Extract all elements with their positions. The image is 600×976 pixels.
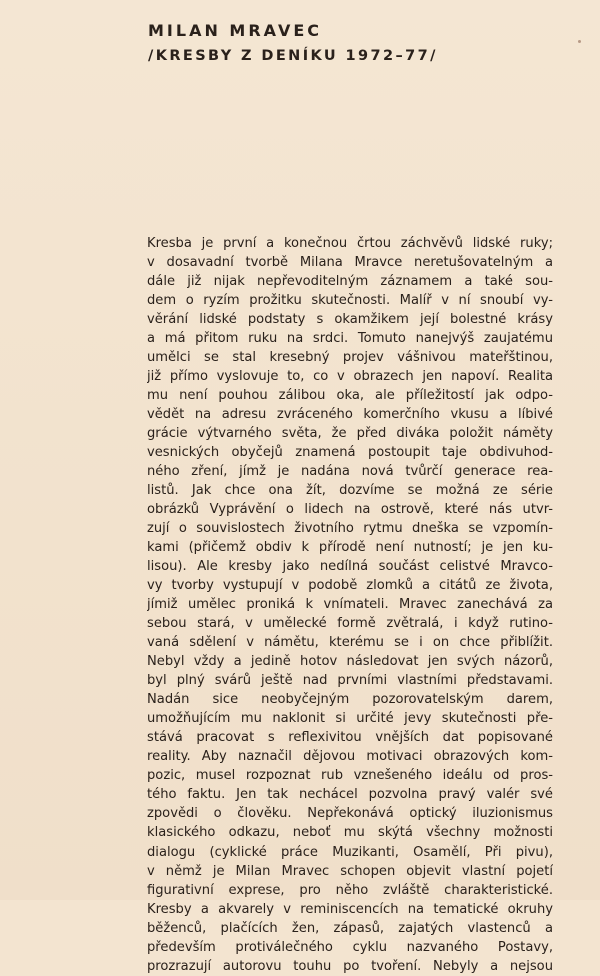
text-line: tého faktu. Jen tak nechácel pozvolna pravý valér své bbox=[147, 787, 553, 803]
text-line: vesnických obyčejů znamená postoupit taje obdivuhod- bbox=[147, 445, 553, 461]
text-line: mu není pouhou zálibou oka, ale příležitostí jak odpo- bbox=[147, 388, 553, 404]
text-line: lisou). Ale kresby jako nedílná součást celistvé Mravco- bbox=[147, 559, 553, 575]
text-line: především protiválečného cyklu nazvaného Postavy, bbox=[147, 939, 553, 955]
text-line: a má přitom ruku na srdci. Tomuto nanejvýš zaujatému bbox=[147, 331, 553, 347]
text-line: obrázků Vyprávění o lidech na ostrově, které nás utvr- bbox=[147, 502, 553, 518]
text-line: prozrazují autorovu touhu po tvoření. Nebyly a nejsou bbox=[147, 958, 553, 974]
text-line: listů. Jak chce ona žít, dozvíme se možná ze série bbox=[147, 483, 553, 499]
text-line: jímiž umělec proniká k vnímateli. Mravec zanechává za bbox=[147, 597, 553, 613]
text-line: již přímo vyslovuje to, co v obrazech jen napoví. Realita bbox=[147, 369, 553, 385]
text-line: vaná sdělení v námětu, kterému se i on chce přiblížit. bbox=[147, 635, 553, 651]
text-line: figurativní exprese, pro něho zvláště charakteristické. bbox=[147, 882, 553, 898]
text-line: dem o ryzím prožitku skutečnosti. Malíř v ní snoubí vy- bbox=[147, 293, 553, 309]
text-line: kami (přičemž obdiv k přírodě není nutností; je jen ku- bbox=[147, 540, 553, 556]
text-line: dále již nijak nepřevoditelným záznamem a také sou- bbox=[147, 274, 553, 290]
text-line: umožňujícím mu naklonit si určité jevy skutečnosti pře- bbox=[147, 711, 553, 727]
text-line: věrání lidské podstaty s okamžikem její bolestné krásy bbox=[147, 312, 553, 328]
text-line: stává pracovat s reflexivitou vnějších dat popisované bbox=[147, 730, 553, 746]
text-line: ného zření, jímž je nadána nová tvůrčí generace rea- bbox=[147, 464, 553, 480]
text-line: Nebyl vždy a jedině hotov následovat jen svých názorů, bbox=[147, 654, 553, 670]
text-line: vědět na adresu zvráceného komerčního vkusu a líbivé bbox=[147, 407, 553, 423]
text-line: Kresba je první a konečnou črtou záchvěvů lidské ruky; bbox=[147, 236, 553, 251]
paper-speck bbox=[578, 40, 581, 43]
text-line: zpovědi o člověku. Nepřekonává optický iluzionismus bbox=[147, 806, 553, 822]
document-subtitle: /KRESBY Z DENÍKU 1972–77/ bbox=[148, 48, 438, 64]
text-line: grácie výtvarného světa, že před diváka položit náměty bbox=[147, 426, 553, 442]
text-line: Nadán sice neobyčejným pozorovatelským darem, bbox=[147, 692, 553, 708]
text-line: Kresby a akvarely v reminiscencích na tematické okruhy bbox=[147, 901, 553, 917]
text-line: vy tvorby vystupují v podobě zlomků a citátů ze života, bbox=[147, 578, 553, 594]
text-line: zují o souvislostech životního rytmu dneška se vzpomín- bbox=[147, 521, 553, 537]
text-line: umělci se stal kresebný projev vášnivou mateřštinou, bbox=[147, 350, 553, 366]
author-name: MILAN MRAVEC bbox=[148, 21, 323, 40]
text-line: v dosavadní tvorbě Milana Mravce neretušovatelným a bbox=[147, 255, 553, 271]
text-line: sebou stará, v umělecké formě zvětralá, i když rutino- bbox=[147, 616, 553, 632]
text-line: byl plný svárů ještě nad prvními vlastními představami. bbox=[147, 673, 553, 689]
text-line: reality. Aby naznačil dějovou motivaci obrazových kom- bbox=[147, 749, 553, 765]
body-text bbox=[147, 234, 553, 976]
text-line: klasického odkazu, neboť mu skýtá všechny možnosti bbox=[147, 825, 553, 841]
text-line: v němž je Milan Mravec schopen objevit vlastní pojetí bbox=[147, 863, 553, 879]
document-header bbox=[148, 20, 568, 67]
text-line: dialogu (cyklické práce Muzikanti, Osamělí, Při pivu), bbox=[147, 844, 553, 860]
text-line: běženců, plačících žen, zápasů, zajatých vlastenců a bbox=[147, 920, 553, 936]
text-line: pozic, musel rozpoznat rub vznešeného ideálu od pros- bbox=[147, 768, 553, 784]
